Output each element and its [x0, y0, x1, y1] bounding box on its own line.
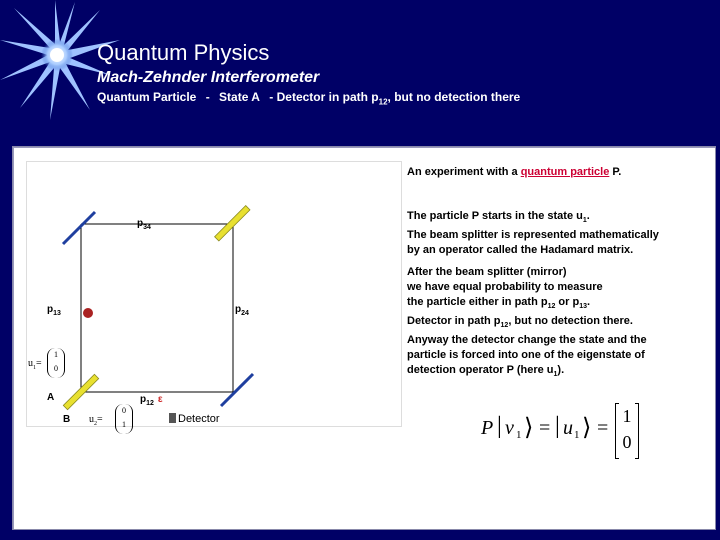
- mirror-bottom-right: [221, 374, 253, 406]
- quantum-particle-link[interactable]: quantum particle: [520, 166, 610, 178]
- page-title: Quantum Physics: [97, 40, 270, 65]
- page-description: Quantum Particle - State A - Detector in path $p_{12}$, but no detection there: [97, 90, 521, 107]
- label-p12: $p_{12}$ ε: [140, 394, 163, 407]
- interferometer-lines: [27, 162, 401, 426]
- label-A: A: [47, 392, 55, 403]
- label-p24: $p_{24}$: [235, 304, 249, 317]
- equation-equals: =: [597, 417, 609, 439]
- interferometer-diagram: $p_{34}$ $p_{13}$ $p_{24}$ $p_{12}$ ε A B Detector $u_1=$ 1 0 $u_2=$ 0 1: [26, 161, 402, 427]
- label-p13: $p_{13}$: [47, 304, 61, 317]
- state-paragraph: The particle P starts in the state $u_1$. The beam splitter is represented mathematically by an operator called the Hadamard matrix.: [407, 210, 659, 257]
- beam-splitter-top-right: [215, 206, 250, 241]
- equation-vector: 1 0: [615, 403, 639, 459]
- page-subtitle: Mach-Zehnder Interferometer: [97, 69, 320, 86]
- content-panel: [12, 146, 716, 530]
- particle-dot: [83, 308, 93, 318]
- measurement-paragraph: After the beam splitter (mirror) we have equal probability to measure the particle either in path $p_{12}$ or $p_{13}$. Detector in path $p_{12}$, but no detection there. Anyway the detector change the state and the particle is forced into one of the eigenstate of detection operator P (here $u_1$).: [407, 266, 647, 379]
- mirror-top-left: [63, 212, 95, 244]
- detector-label: Detector: [178, 413, 220, 425]
- intro-text: An experiment with a quantum particle P.: [407, 166, 622, 178]
- detection-equation: P | v 1 ⟩ = | u 1 ⟩ = 1 0: [481, 403, 641, 463]
- label-p34: $p_{34}$: [137, 218, 151, 231]
- label-B: B: [63, 414, 71, 425]
